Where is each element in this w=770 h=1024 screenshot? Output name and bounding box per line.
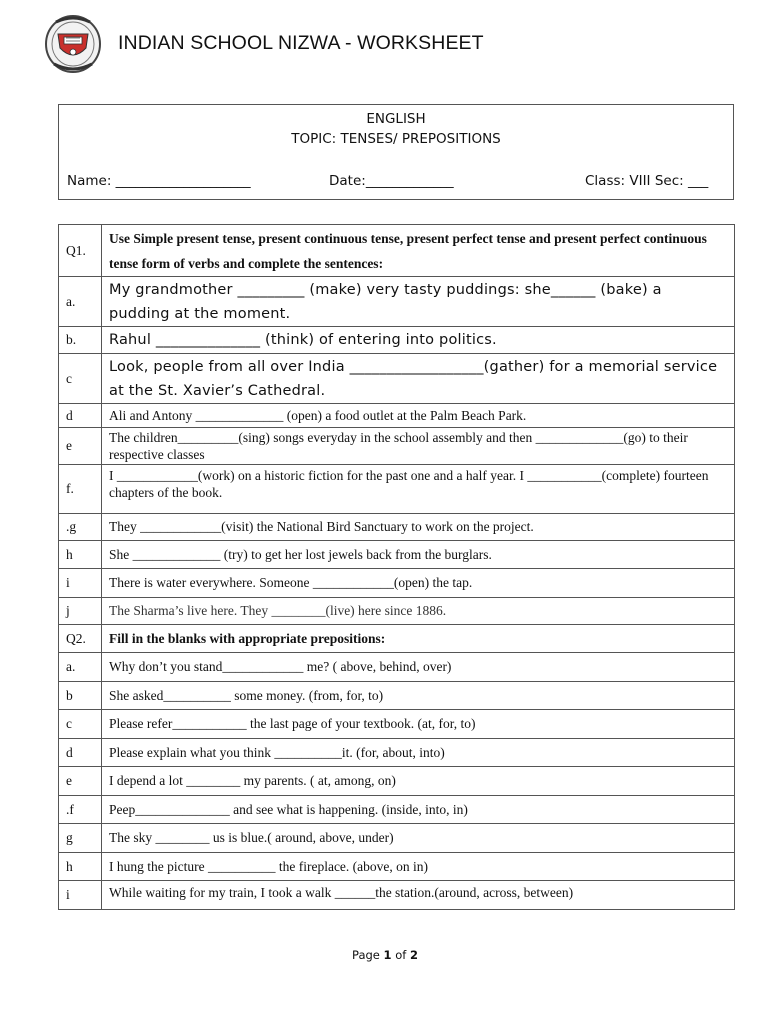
item-number: h (59, 541, 102, 569)
q2-header-row (59, 625, 735, 653)
item-number: d (59, 404, 102, 428)
q2-item-f[interactable] (59, 796, 735, 824)
item-number: b (59, 682, 102, 710)
q1-header-row (59, 225, 735, 277)
item-text: Please explain what you think __________it. (for, about, into) (102, 739, 735, 767)
q2-item-g[interactable] (59, 824, 735, 853)
item-number: b. (59, 327, 102, 354)
item-text: My grandmother _________ (make) very tasty puddings: she______ (bake) a pudding at the moment. (102, 277, 735, 327)
item-number: h (59, 853, 102, 881)
q1-item-f[interactable] (59, 465, 735, 514)
item-text: Ali and Antony _____________ (open) a food outlet at the Palm Beach Park. (102, 404, 735, 428)
q1-item-c[interactable] (59, 354, 735, 404)
date-field[interactable]: Date:_____________ (329, 173, 454, 189)
class-section-field[interactable]: Class: VIII Sec: ___ (585, 173, 709, 189)
item-number: e (59, 767, 102, 796)
item-number: .f (59, 796, 102, 824)
item-text: I ____________(work) on a historic fiction for the past one and a half year. I ___________(complete) fourteen chapters of the book. (102, 465, 735, 514)
q1-item-g[interactable] (59, 514, 735, 541)
item-text: Look, people from all over India __________________(gather) for a memorial service at the St. Xavier’s Cathedral. (102, 354, 735, 404)
q2-item-e[interactable] (59, 767, 735, 796)
page-number: 1 (383, 948, 392, 962)
item-text: Why don’t you stand____________ me? ( above, behind, over) (102, 653, 735, 682)
q2-item-i[interactable] (59, 881, 735, 910)
item-number: a. (59, 653, 102, 682)
worksheet-info-box (58, 104, 734, 200)
q1-item-i[interactable] (59, 569, 735, 598)
item-number: a. (59, 277, 102, 327)
item-number: d (59, 739, 102, 767)
item-number: i (59, 881, 102, 910)
item-number: c (59, 710, 102, 739)
item-number: g (59, 824, 102, 853)
page-footer (0, 948, 770, 962)
item-text: The Sharma’s live here. They ________(live) here since 1886. (102, 598, 735, 625)
q2-item-c[interactable] (59, 710, 735, 739)
page-total: 2 (409, 948, 418, 962)
item-number: i (59, 569, 102, 598)
q2-item-d[interactable] (59, 739, 735, 767)
item-text: I hung the picture __________ the fireplace. (above, on in) (102, 853, 735, 881)
subject-label: ENGLISH (366, 111, 426, 127)
item-text: She asked__________ some money. (from, for, to) (102, 682, 735, 710)
item-text: Peep______________ and see what is happening. (inside, into, in) (102, 796, 735, 824)
q2-item-a[interactable] (59, 653, 735, 682)
school-crest-icon (44, 14, 102, 74)
item-number: f. (59, 465, 102, 514)
item-number: e (59, 428, 102, 465)
worksheet-table (58, 224, 735, 910)
item-text: The sky ________ us is blue.( around, above, under) (102, 824, 735, 853)
q1-number: Q1. (59, 225, 102, 277)
item-number: c (59, 354, 102, 404)
q1-item-d[interactable] (59, 404, 735, 428)
topic-label: TOPIC: TENSES/ PREPOSITIONS (291, 131, 501, 147)
item-number: .g (59, 514, 102, 541)
page-label: Page (352, 948, 380, 962)
q2-item-h[interactable] (59, 853, 735, 881)
item-text: She _____________ (try) to get her lost jewels back from the burglars. (102, 541, 735, 569)
q1-item-e[interactable] (59, 428, 735, 465)
q2-number: Q2. (59, 625, 102, 653)
q1-item-a[interactable] (59, 277, 735, 327)
q2-item-b[interactable] (59, 682, 735, 710)
school-title: INDIAN SCHOOL NIZWA - WORKSHEET (118, 32, 484, 54)
q1-item-j[interactable] (59, 598, 735, 625)
item-text: Please refer___________ the last page of your textbook. (at, for, to) (102, 710, 735, 739)
item-text: The children_________(sing) songs everyday in the school assembly and then _____________(go) to their respective classes (102, 428, 735, 465)
item-text: They ____________(visit) the National Bird Sanctuary to work on the project. (102, 514, 735, 541)
item-text: I depend a lot ________ my parents. ( at, among, on) (102, 767, 735, 796)
item-text: While waiting for my train, I took a walk ______the station.(around, across, between) (102, 881, 735, 910)
item-text: Rahul ______________ (think) of entering into politics. (102, 327, 735, 354)
name-field[interactable]: Name: ____________________ (67, 173, 251, 189)
q1-instruction: Use Simple present tense, present continuous tense, present perfect tense and present perfect continuous tense form of verbs and complete the sentences: (102, 225, 735, 277)
page-of-label: of (395, 948, 407, 962)
item-number: j (59, 598, 102, 625)
q1-item-b[interactable] (59, 327, 735, 354)
q2-instruction: Fill in the blanks with appropriate prepositions: (102, 625, 735, 653)
q1-item-h[interactable] (59, 541, 735, 569)
item-text: There is water everywhere. Someone ____________(open) the tap. (102, 569, 735, 598)
